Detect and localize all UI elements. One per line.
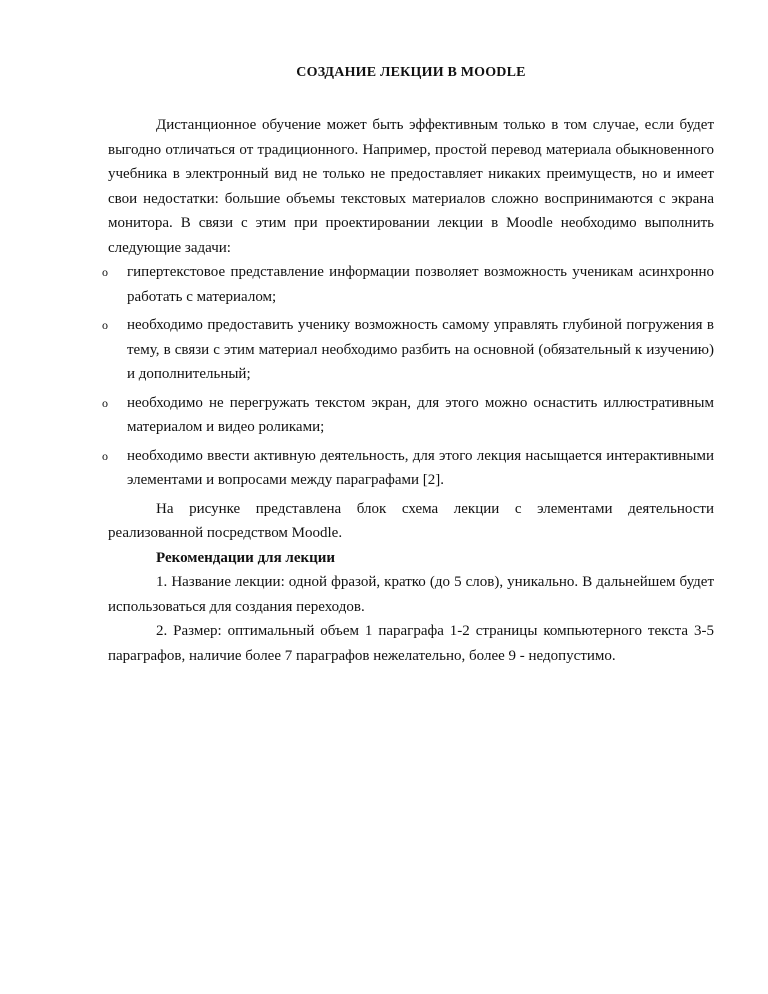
list-item	[102, 313, 714, 387]
list-item-text: гипертекстовое представление информации позволяет возможность ученикам асинхронно работать с материалом;	[127, 264, 714, 305]
task-list	[102, 260, 714, 493]
list-item-text: необходимо ввести активную деятельность, для этого лекция насыщается интерактивными элементами и вопросами между параграфами [2].	[127, 447, 714, 488]
list-item-text: необходимо не перегружать текстом экран, для этого можно оснастить иллюстративным материалом и видео роликами;	[127, 394, 714, 435]
intro-paragraph: Дистанционное обучение может быть эффективным только в том случае, если будет выгодно отличаться от традиционного. Например, простой перевод материала обыкновенного учебника в электронный вид не только не предоставляет никаких преимуществ, но и имеет свои недостатки: большие объемы текстовых материалов сложно воспринимаются с экрана монитора. В связи с этим при проектировании лекции в Moodle необходимо выполнить следующие задачи:	[108, 117, 714, 256]
bullet-circle-icon: o	[102, 395, 108, 410]
bullet-circle-icon: o	[102, 265, 108, 279]
list-item	[102, 391, 714, 440]
list-item	[102, 444, 714, 493]
list-item	[102, 260, 714, 309]
figure-paragraph: На рисунке представлена блок схема лекции с элементами деятельности реализованной посредством Moodle.	[108, 500, 714, 541]
bullet-circle-icon: o	[102, 448, 108, 463]
recommendation-item: 1. Название лекции: одной фразой, кратко (до 5 слов), уникально. В дальнейшем будет использоваться для создания переходов.	[108, 574, 714, 615]
bullet-circle-icon: o	[102, 318, 108, 332]
recommendation-item: 2. Размер: оптимальный объем 1 параграфа 1-2 страницы компьютерного текста 3-5 параграфов, наличие более 7 параграфов нежелательно, более 9 - недопустимо.	[108, 623, 714, 664]
recommendations-heading: Рекомендации для лекции	[156, 549, 336, 566]
document-title: СОЗДАНИЕ ЛЕКЦИИ В MOODLE	[296, 65, 526, 80]
list-item-text: необходимо предоставить ученику возможность самому управлять глубиной погружения в тему, в связи с этим материал необходимо разбить на основной (обязательный к изучению) и дополнительный;	[127, 317, 714, 382]
document-body	[102, 113, 714, 668]
